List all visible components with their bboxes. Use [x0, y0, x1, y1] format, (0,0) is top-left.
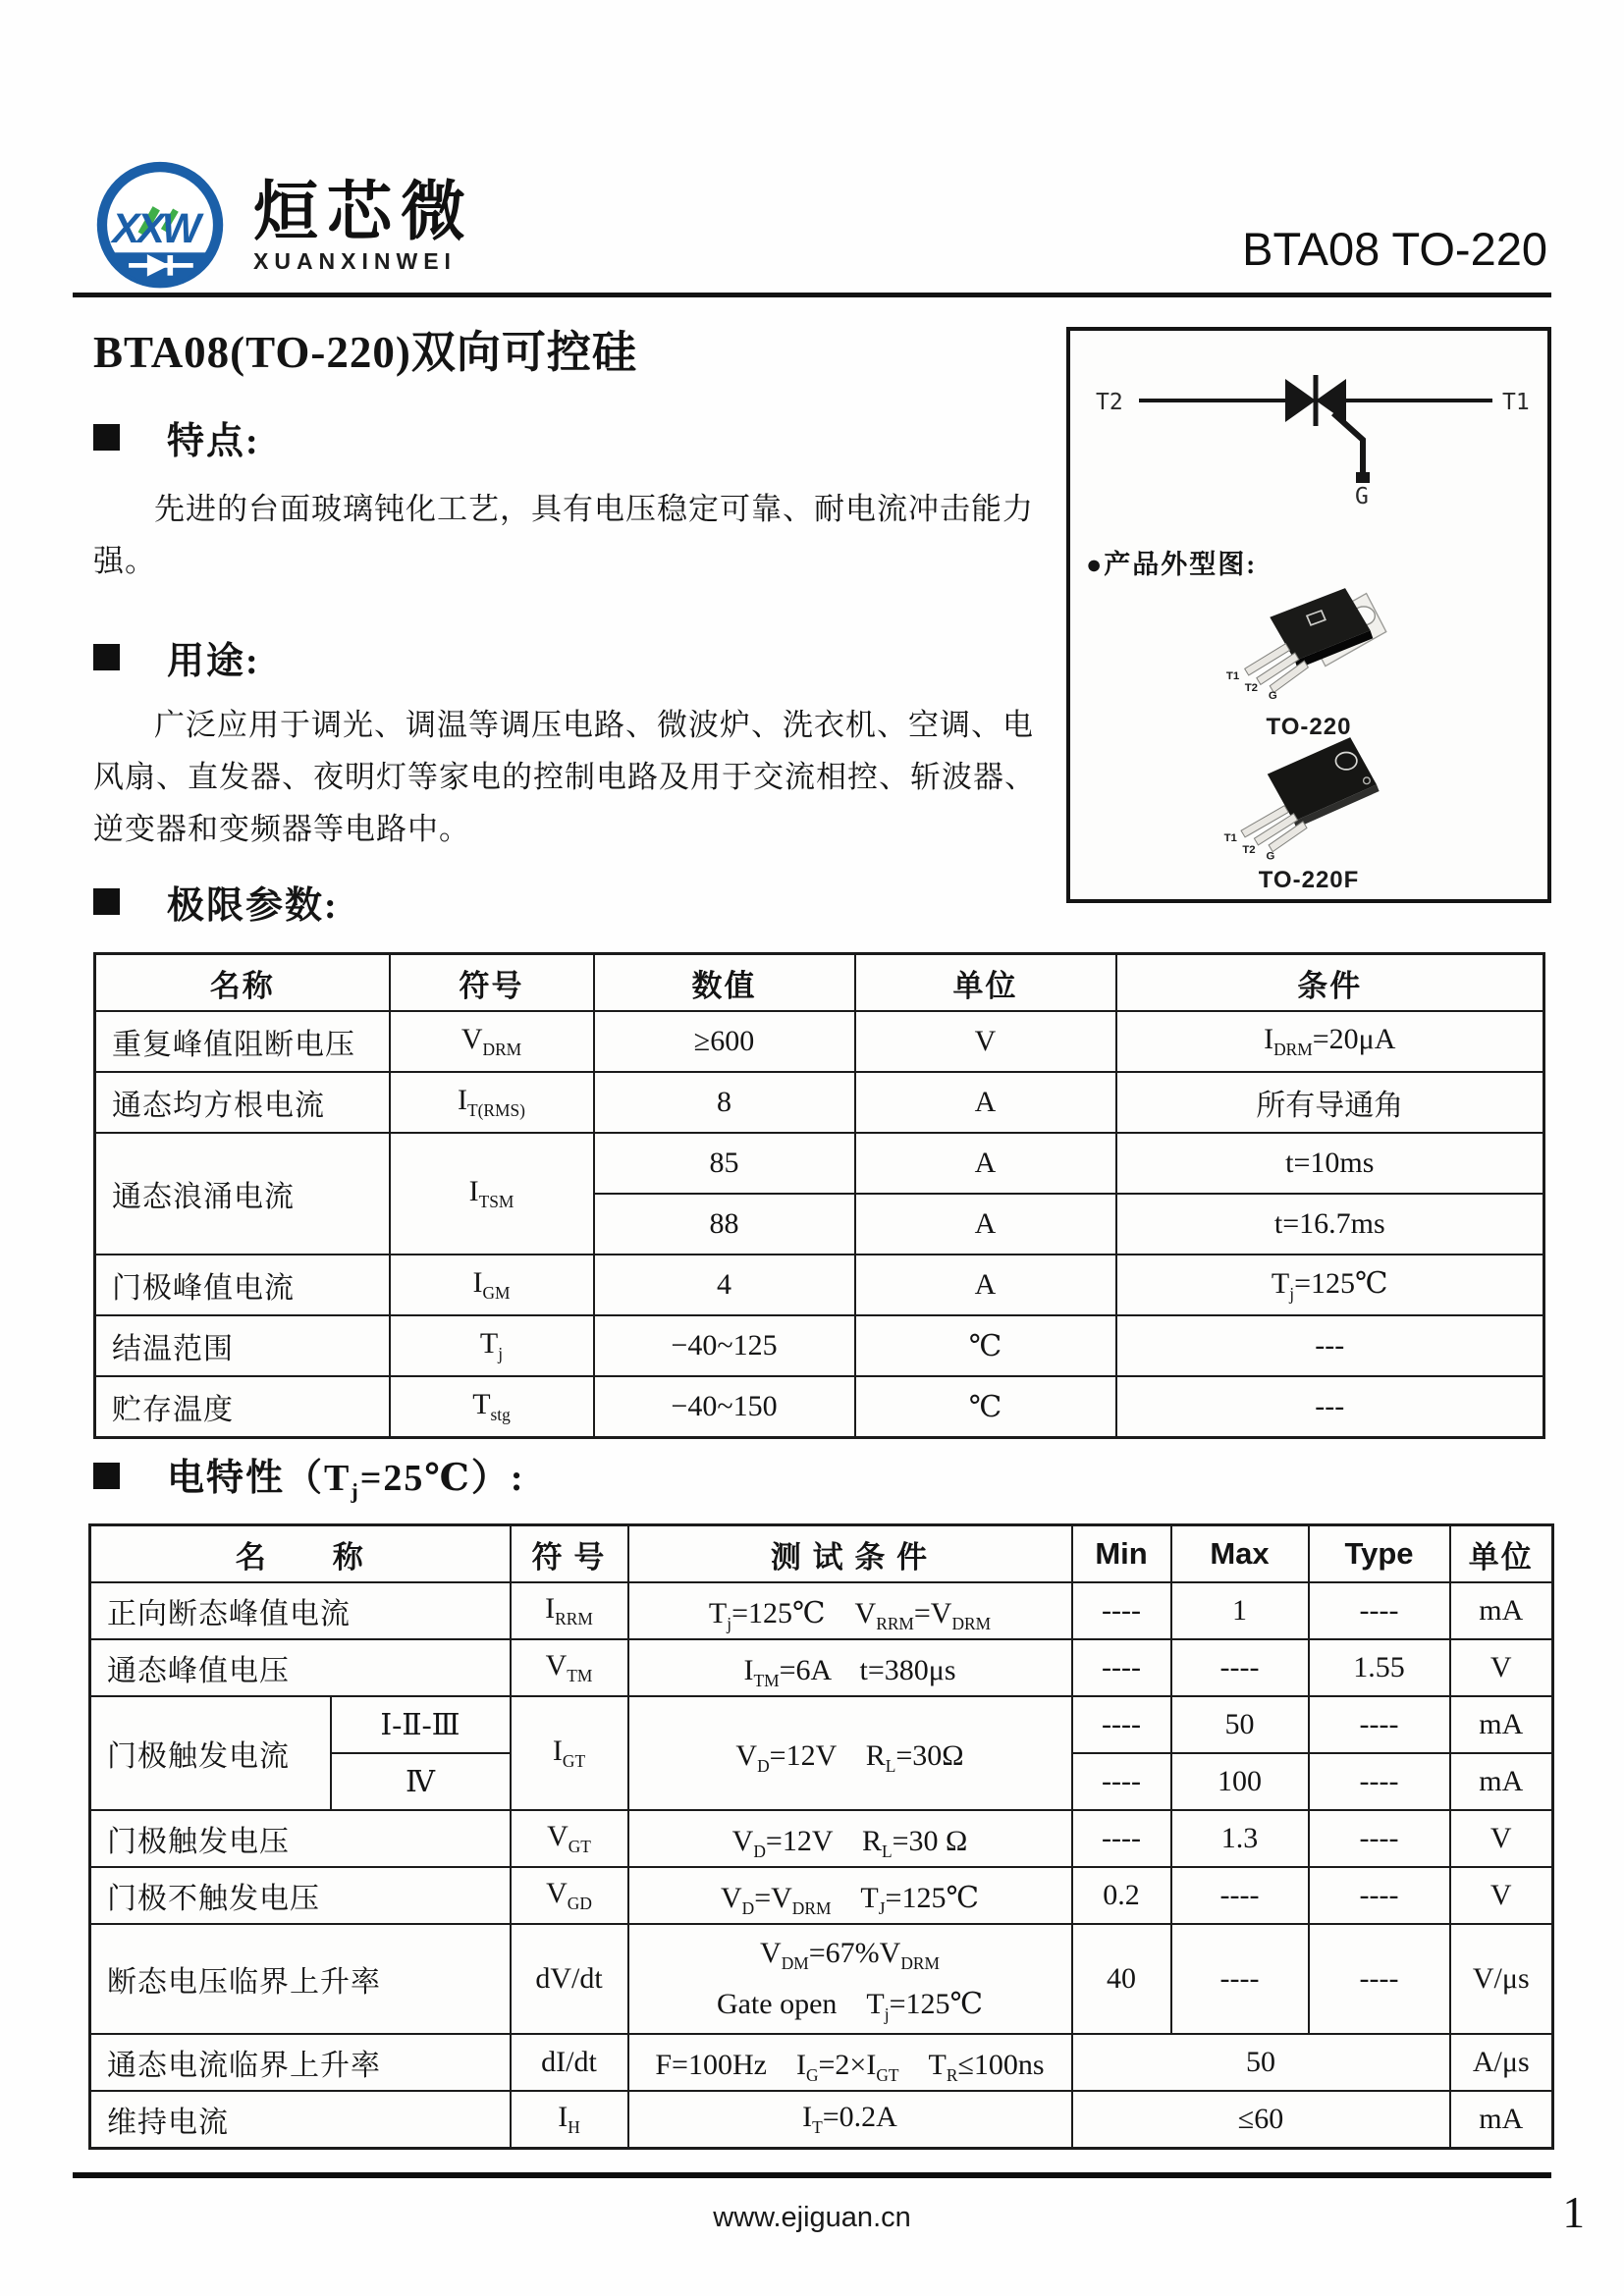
table-row [90, 1867, 1553, 1924]
table-cell: $I_{TM}=6A$ t=380μs [628, 1639, 1072, 1696]
table-cell: ---- [1171, 1867, 1309, 1924]
table-cell: ---- [1309, 1810, 1450, 1867]
table-cell: A [855, 1072, 1116, 1133]
table-cell: --- [1116, 1376, 1544, 1438]
table-row [95, 1376, 1544, 1438]
table-cell: 50 [1171, 1696, 1309, 1753]
table-cell: $V_D=12V$ $R_L=30$ Ω [628, 1810, 1072, 1867]
column-header: 符 号 [511, 1525, 628, 1583]
limits-heading-text: 极限参数: [167, 885, 339, 927]
table-header-row [90, 1525, 1553, 1583]
table-cell: 所有导通角 [1116, 1072, 1544, 1133]
table-cell: V [855, 1011, 1116, 1072]
table-cell: −40~150 [594, 1376, 855, 1438]
table-cell: ≤60 [1072, 2091, 1450, 2149]
to220f-package-image [1181, 721, 1436, 865]
table-cell: V [1450, 1639, 1553, 1696]
column-header: Min [1072, 1525, 1171, 1583]
table-cell: 正向断态峰值电流 [90, 1582, 511, 1639]
table-cell: mA [1450, 1582, 1553, 1639]
applications-section-heading [93, 630, 260, 684]
table-cell: 50 [1072, 2034, 1450, 2091]
table-row [90, 1639, 1553, 1696]
company-name-zh: 烜芯微 [253, 176, 474, 248]
company-logo-icon [86, 153, 234, 300]
section-bullet-icon [93, 644, 120, 670]
table-cell: V/μs [1450, 1924, 1553, 2034]
section-bullet-icon [93, 888, 120, 915]
table-cell: 88 [594, 1194, 855, 1255]
table-cell: −40~125 [594, 1315, 855, 1376]
table-cell: 断态电压临界上升率 [90, 1924, 511, 2034]
table-cell: A [855, 1133, 1116, 1194]
table-cell: ---- [1072, 1582, 1171, 1639]
table-row [90, 2091, 1553, 2149]
table-cell: $I_{GM}$ [390, 1255, 594, 1315]
applications-heading-text: 用途: [167, 641, 260, 682]
table-cell: ---- [1072, 1753, 1171, 1810]
table-cell: $V_D=12V$ $R_L=30\Omega$ [628, 1696, 1072, 1810]
table-cell: ---- [1309, 1924, 1450, 2034]
table-cell: 结温范围 [95, 1315, 390, 1376]
table-cell: 100 [1171, 1753, 1309, 1810]
table-row [95, 1133, 1544, 1194]
table-row [90, 1924, 1553, 2034]
table-cell: Ⅰ-Ⅱ-Ⅲ [331, 1696, 511, 1753]
table-cell: 0.2 [1072, 1867, 1171, 1924]
table-cell: 重复峰值阻断电压 [95, 1011, 390, 1072]
section-bullet-icon [93, 1463, 120, 1489]
table-cell: A [855, 1194, 1116, 1255]
table-cell: ℃ [855, 1376, 1116, 1438]
gate-label: G [1355, 484, 1369, 507]
table-cell: 门极峰值电流 [95, 1255, 390, 1315]
column-header: 测 试 条 件 [628, 1525, 1072, 1583]
column-header: 数值 [594, 954, 855, 1012]
to220-pin-g: G [1268, 690, 1277, 703]
table-row [95, 1072, 1544, 1133]
logo-monogram: XXW [112, 204, 198, 251]
table-cell: 1 [1171, 1582, 1309, 1639]
to220-pin-t1: T1 [1225, 670, 1240, 683]
table-cell: mA [1450, 2091, 1553, 2149]
table-cell: $T_j=125℃$ $V_{RRM}=V_{DRM}$ [628, 1582, 1072, 1639]
table-cell: V [1450, 1867, 1553, 1924]
table-row [95, 1315, 1544, 1376]
table-cell: $V_{DRM}$ [390, 1011, 594, 1072]
table-row [95, 1011, 1544, 1072]
table-cell: 维持电流 [90, 2091, 511, 2149]
table-cell: ---- [1309, 1696, 1450, 1753]
table-row [90, 1696, 1553, 1753]
table-cell: ---- [1309, 1867, 1450, 1924]
table-cell: $I_{RRM}$ [511, 1582, 628, 1639]
table-cell: mA [1450, 1753, 1553, 1810]
table-row [95, 1255, 1544, 1315]
part-number: BTA08 TO-220 [1242, 223, 1547, 275]
table-cell: F=100Hz $I_G=2\times I_{GT}$ $T_R\le 100ns$ [628, 2034, 1072, 2091]
table-cell: ---- [1072, 1639, 1171, 1696]
product-outline-caption: ●产品外型图: [1086, 550, 1258, 579]
table-cell: 通态电流临界上升率 [90, 2034, 511, 2091]
to220f-pin-t1: T1 [1223, 831, 1237, 844]
table-cell: $V_D=V_{DRM}$ $T_J=125℃$ [628, 1867, 1072, 1924]
page-title: BTA08(TO-220)双向可控硅 [93, 328, 637, 377]
table-cell: t=10ms [1116, 1133, 1544, 1194]
page-number: 1 [1562, 2188, 1585, 2237]
table-cell: 通态浪涌电流 [95, 1133, 390, 1255]
section-bullet-icon [93, 424, 120, 451]
terminal-t1-label: T1 [1502, 390, 1530, 415]
electrical-heading-text: 电特性$(T_j=25℃)$: [167, 1458, 525, 1504]
table-cell: ---- [1309, 1582, 1450, 1639]
column-header: 名称 [95, 954, 390, 1012]
table-cell: ---- [1309, 1753, 1450, 1810]
column-header: 单位 [1450, 1525, 1553, 1583]
table-cell: ---- [1072, 1696, 1171, 1753]
table-cell: 40 [1072, 1924, 1171, 2034]
table-cell: 1.3 [1171, 1810, 1309, 1867]
table-cell: ---- [1072, 1810, 1171, 1867]
column-header: 条件 [1116, 954, 1544, 1012]
table-cell: $T_j=125℃$ [1116, 1255, 1544, 1315]
table-row [90, 1582, 1553, 1639]
limits-section-heading [93, 875, 339, 929]
company-name [253, 176, 474, 275]
table-row [90, 2034, 1553, 2091]
company-name-en: XUANXINWEI [253, 248, 457, 275]
table-cell: $V_{GD}$ [511, 1867, 628, 1924]
table-cell: $T_j$ [390, 1315, 594, 1376]
column-header: Max [1171, 1525, 1309, 1583]
column-header: 单位 [855, 954, 1116, 1012]
features-section-heading [93, 410, 260, 464]
table-cell: $V_{TM}$ [511, 1639, 628, 1696]
footer-divider [73, 2172, 1551, 2178]
table-cell: --- [1116, 1315, 1544, 1376]
table-header-row [95, 954, 1544, 1012]
table-cell: ℃ [855, 1315, 1116, 1376]
package-label-to220f: TO-220F [1258, 867, 1360, 893]
table-cell: 4 [594, 1255, 855, 1315]
table-cell: dI/dt [511, 2034, 628, 2091]
header-divider [73, 293, 1551, 297]
table-cell: t=16.7ms [1116, 1194, 1544, 1255]
footer-website: www.ejiguan.cn [713, 2202, 911, 2233]
table-cell: 门极不触发电压 [90, 1867, 511, 1924]
table-row [90, 1810, 1553, 1867]
triac-schematic [1070, 339, 1540, 507]
to220f-pin-t2: T2 [1242, 843, 1256, 856]
to220f-pin-g: G [1266, 850, 1275, 863]
table-cell: ≥600 [594, 1011, 855, 1072]
table-cell: 85 [594, 1133, 855, 1194]
table-cell: dV/dt [511, 1924, 628, 2034]
terminal-t2-label: T2 [1096, 390, 1123, 415]
column-header: 符号 [390, 954, 594, 1012]
company-logo [86, 153, 474, 300]
table-cell: 1.55 [1309, 1639, 1450, 1696]
package-label-to220: TO-220 [1266, 714, 1352, 740]
table-cell: $V_{DM}=67\%V_{DRM}$ Gate open $T_j=125℃$ [628, 1924, 1072, 2034]
to220-figure [1070, 576, 1547, 741]
table-cell: $T_{stg}$ [390, 1376, 594, 1438]
table-cell: $V_{GT}$ [511, 1810, 628, 1867]
to220-pin-t2: T2 [1244, 682, 1259, 695]
product-image-box [1066, 327, 1551, 903]
features-heading-text: 特点: [167, 421, 260, 462]
table-cell: $I_{TSM}$ [390, 1133, 594, 1255]
table-cell: $I_T=0.2A$ [628, 2091, 1072, 2149]
column-header: 名 称 [90, 1525, 511, 1583]
table-cell: A [855, 1255, 1116, 1315]
table-cell: 门极触发电流 [90, 1696, 331, 1810]
table-cell: $I_{DRM}=20\mu A$ [1116, 1011, 1544, 1072]
table-cell: ---- [1171, 1924, 1309, 2034]
table-cell: mA [1450, 1696, 1553, 1753]
table-cell: $I_{GT}$ [511, 1696, 628, 1810]
features-text: 先进的台面玻璃钝化工艺，具有电压稳定可靠、耐电流冲击能力强。 [93, 492, 1034, 578]
table-cell: $I_H$ [511, 2091, 628, 2149]
table-cell: 贮存温度 [95, 1376, 390, 1438]
electrical-section-heading [93, 1447, 525, 1505]
column-header: Type [1309, 1525, 1450, 1583]
table-cell: $I_{T(RMS)}$ [390, 1072, 594, 1133]
to220-package-image [1181, 576, 1436, 712]
electrical-table [88, 1523, 1554, 2150]
table-cell: 门极触发电压 [90, 1810, 511, 1867]
table-cell: ---- [1171, 1639, 1309, 1696]
table-cell: A/μs [1450, 2034, 1553, 2091]
table-cell: 通态峰值电压 [90, 1639, 511, 1696]
to220f-figure [1070, 721, 1547, 894]
applications-text: 广泛应用于调光、调温等调压电路、微波炉、洗衣机、空调、电风扇、直发器、夜明灯等家电的控制电路及用于交流相控、斩波器、逆变器和变频器等电路中。 [93, 708, 1036, 846]
table-cell: Ⅳ [331, 1753, 511, 1810]
table-cell: 通态均方根电流 [95, 1072, 390, 1133]
table-cell: 8 [594, 1072, 855, 1133]
limits-table [93, 952, 1545, 1439]
table-cell: V [1450, 1810, 1553, 1867]
